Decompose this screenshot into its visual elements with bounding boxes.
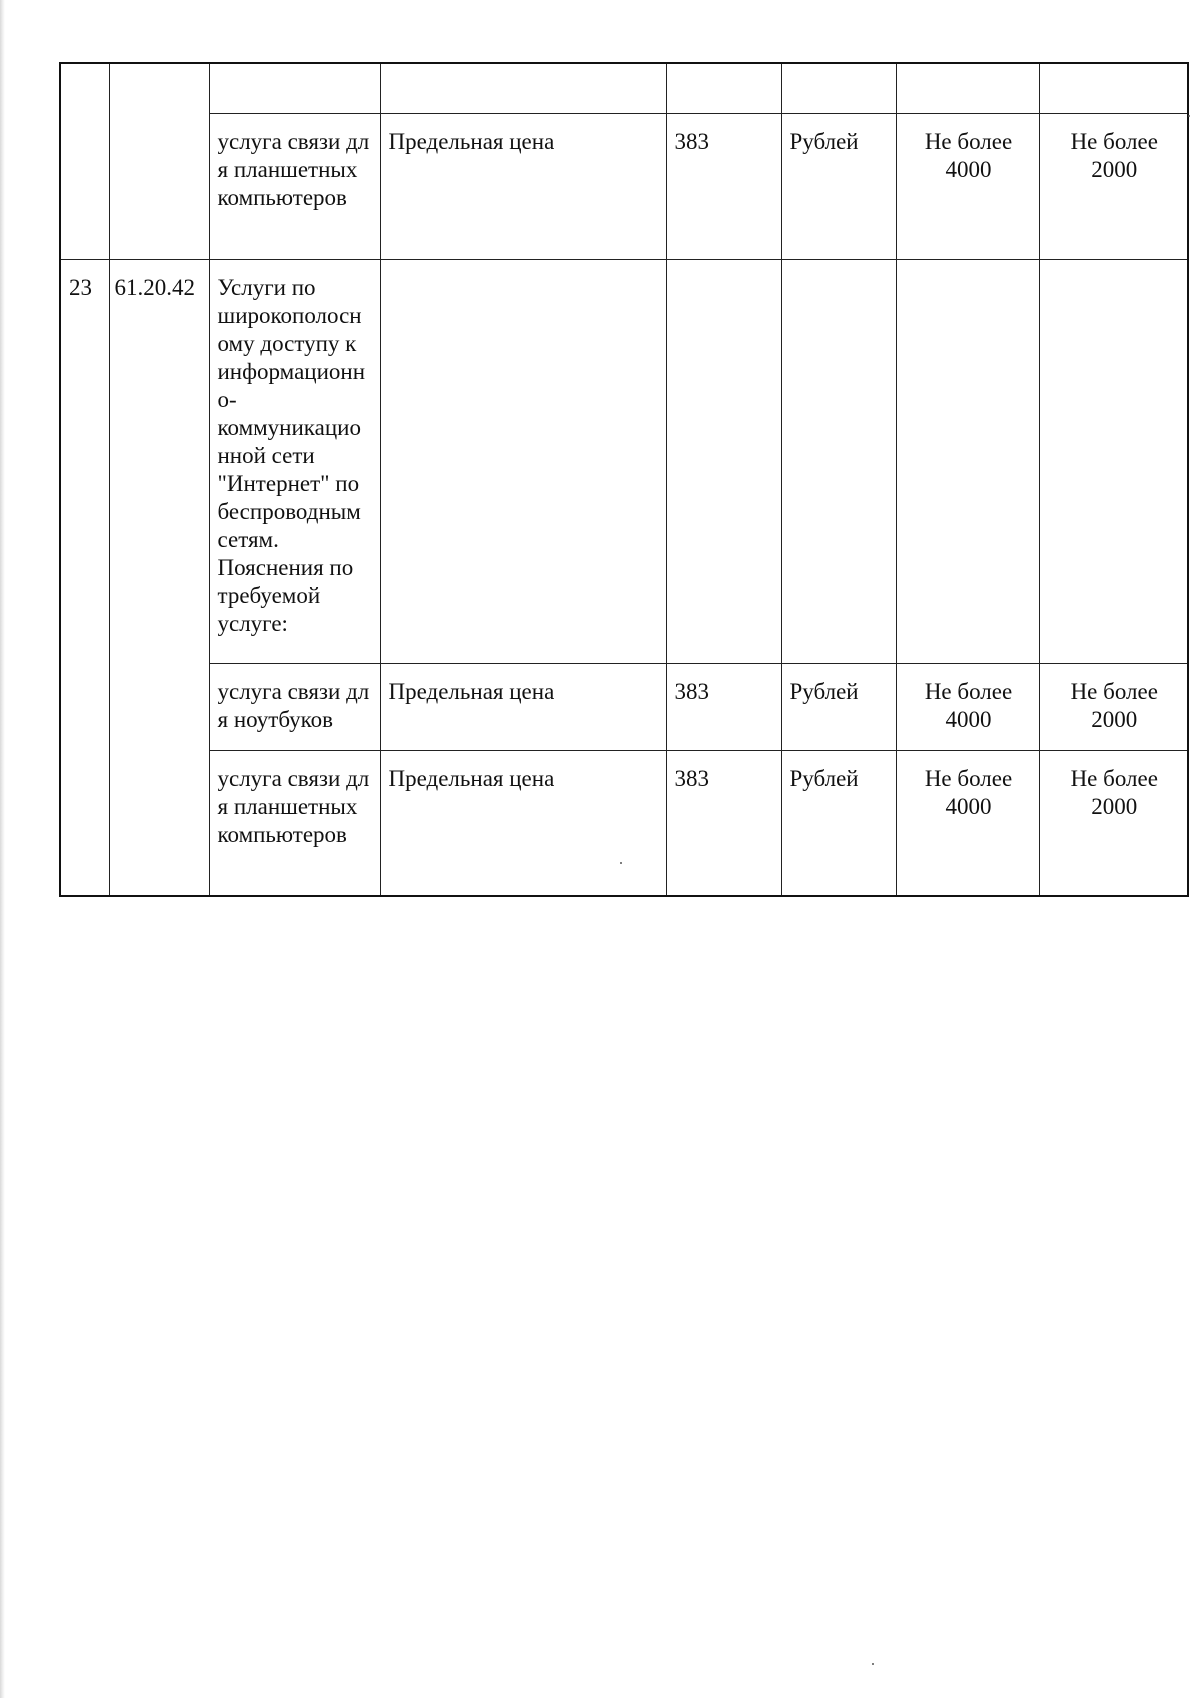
cell-empty <box>781 260 896 664</box>
requirements-table <box>59 62 1189 897</box>
value-top-category: Не более 4000 <box>896 751 1039 897</box>
okei-code: 383 <box>666 114 781 260</box>
cell-empty <box>666 260 781 664</box>
continuation-stub-row <box>60 63 1188 114</box>
okei-code: 383 <box>666 664 781 751</box>
cell-empty <box>380 260 666 664</box>
scan-speck <box>1188 115 1190 117</box>
unit-name: Рублей <box>781 751 896 897</box>
item-name-text: Услуги по широкополосн ому доступу к информационн о- коммуникацио нной сети "Интернет" по беспроводным сетям. Пояснения по требуемой услуге: <box>217 275 366 636</box>
characteristic: Предельная цена <box>380 751 666 897</box>
cell-empty <box>781 63 896 114</box>
okpd2-code: 61.20.42 <box>109 260 209 897</box>
table-row <box>60 664 1188 751</box>
scan-edge <box>0 0 5 1698</box>
value-top-category: Не более 4000 <box>896 664 1039 751</box>
service-description: услуга связи для ноутбуков <box>209 664 380 751</box>
unit-name: Рублей <box>781 664 896 751</box>
table-row <box>60 751 1188 897</box>
service-description: услуга связи для планшетных компьютеров <box>209 114 380 260</box>
cell-empty <box>896 63 1039 114</box>
okei-code: 383 <box>666 751 781 897</box>
cell-empty <box>209 63 380 114</box>
value-other-category: Не более 2000 <box>1039 664 1188 751</box>
service-description: услуга связи для планшетных компьютеров <box>209 751 380 897</box>
value-other-category: Не более 2000 <box>1039 751 1188 897</box>
unit-name: Рублей <box>781 114 896 260</box>
cell-empty <box>380 63 666 114</box>
value-top-category: Не более 4000 <box>896 114 1039 260</box>
characteristic: Предельная цена <box>380 114 666 260</box>
table-row-item-23 <box>60 260 1188 664</box>
cell-number-continued <box>60 63 109 260</box>
item-number: 23 <box>60 260 109 897</box>
value-other-category: Не более 2000 <box>1039 114 1188 260</box>
scan-speck <box>620 862 622 864</box>
cell-empty <box>896 260 1039 664</box>
cell-empty <box>1039 260 1188 664</box>
scan-speck <box>872 1663 874 1665</box>
cell-code-continued <box>109 63 209 260</box>
cell-empty <box>1039 63 1188 114</box>
table-row <box>60 114 1188 260</box>
characteristic: Предельная цена <box>380 664 666 751</box>
cell-empty <box>666 63 781 114</box>
item-name <box>209 260 380 664</box>
